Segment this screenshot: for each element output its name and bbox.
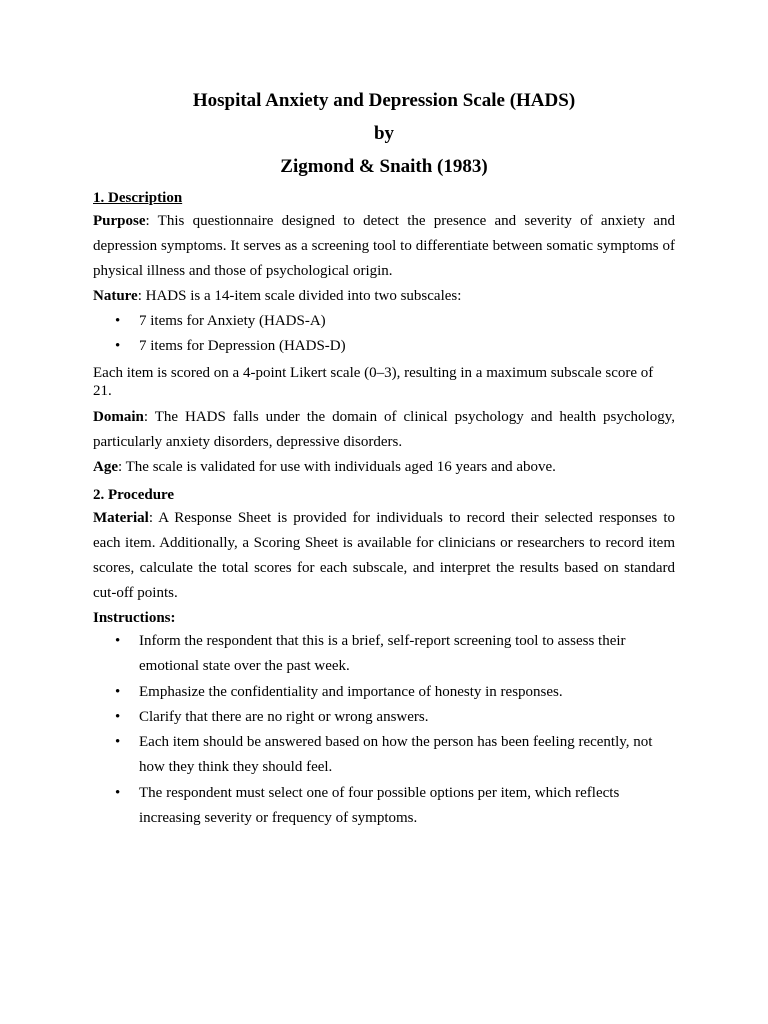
list-item: • 7 items for Anxiety (HADS-A) [93, 309, 675, 334]
domain-label: Domain [93, 409, 144, 425]
material-text: : A Response Sheet is provided for individuals to record their selected responses to each item. Additionally, a Scoring Sheet is available for clinicians or researchers to record item scores, calculate the total scores for each subscale, and interpret the results based on standard cut-off points. [93, 510, 675, 601]
bullet-icon: • [115, 708, 121, 725]
nature-paragraph [93, 284, 675, 309]
scoring-paragraph: Each item is scored on a 4-point Likert scale (0–3), resulting in a maximum subscale score of 21. [93, 365, 654, 399]
procedure-heading: 2. Procedure [93, 487, 175, 503]
domain-paragraph [93, 405, 675, 455]
age-text: : The scale is validated for use with individuals aged 16 years and above. [118, 459, 556, 475]
bullet-icon: • [115, 313, 121, 329]
nature-list [93, 309, 675, 359]
bullet-icon: • [115, 683, 121, 700]
purpose-text: : This questionnaire designed to detect the presence and severity of anxiety and depression symptoms. It serves as a screening tool to differentiate between somatic symptoms of physical illness and those of psychological origin. [93, 213, 675, 279]
title-authors: Zigmond & Snaith (1983) [280, 156, 488, 177]
domain-text: : The HADS falls under the domain of clinical psychology and health psychology, particularly anxiety disorders, depressive disorders. [93, 409, 675, 450]
instructions-heading: Instructions: [93, 610, 176, 626]
instructions-list [93, 629, 675, 831]
bullet-icon: • [115, 338, 121, 354]
material-paragraph [93, 506, 675, 606]
list-item: • Emphasize the confidentiality and importance of honesty in responses. [93, 680, 675, 705]
bullet-icon: • [115, 734, 121, 751]
bullet-icon: • [115, 784, 121, 801]
list-item: • The respondent must select one of four possible options per item, which reflects increasing severity or frequency of symptoms. [93, 781, 675, 832]
purpose-label: Purpose [93, 213, 146, 229]
nature-text: : HADS is a 14-item scale divided into two subscales: [137, 288, 462, 304]
bullet-icon: • [115, 633, 121, 649]
list-item: • Inform the respondent that this is a brief, self-report screening tool to assess their emotional state over the past week. [93, 629, 675, 680]
material-label: Material [93, 510, 149, 526]
age-paragraph [93, 455, 675, 480]
document-title: Hospital Anxiety and Depression Scale (HADS) [192, 90, 576, 111]
nature-label: Nature [93, 288, 138, 304]
list-item: • Clarify that there are no right or wrong answers. [93, 705, 675, 730]
list-item: • 7 items for Depression (HADS-D) [93, 334, 675, 359]
list-item: • Each item should be answered based on how the person has been feeling recently, not how they think they should feel. [93, 730, 675, 781]
purpose-paragraph [93, 209, 675, 284]
title-by: by [373, 123, 395, 144]
age-label: Age [93, 459, 118, 475]
document-page [93, 84, 675, 831]
description-heading: 1. Description [93, 190, 183, 206]
